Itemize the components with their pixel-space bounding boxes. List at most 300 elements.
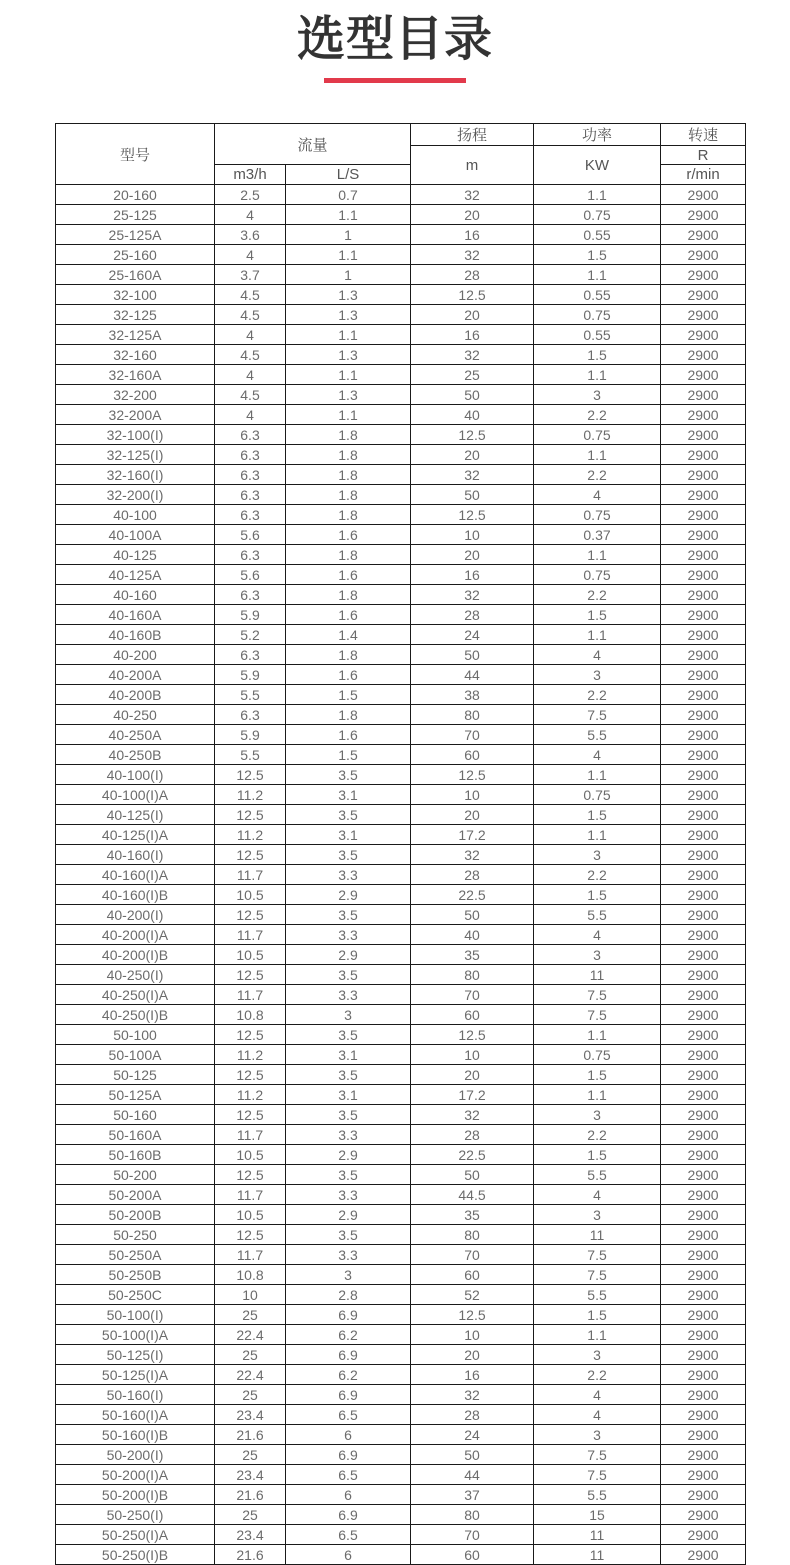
table-cell: 38: [411, 685, 534, 705]
table-cell: 17.2: [411, 1085, 534, 1105]
table-cell: 40-160(I): [56, 845, 215, 865]
table-row: [56, 1045, 746, 1065]
table-cell: 22.4: [215, 1325, 286, 1345]
table-cell: 10: [411, 525, 534, 545]
table-cell: 4.5: [215, 305, 286, 325]
table-cell: 3.1: [286, 1045, 411, 1065]
table-row: [56, 1105, 746, 1125]
table-row: [56, 745, 746, 765]
table-row: [56, 525, 746, 545]
table-row: [56, 1185, 746, 1205]
table-cell: 2900: [661, 1265, 746, 1285]
header-flow-unit-m3h: m3/h: [215, 165, 286, 185]
table-row: [56, 725, 746, 745]
table-cell: 4: [534, 1405, 661, 1425]
table-cell: 10.5: [215, 885, 286, 905]
table-cell: 1.3: [286, 285, 411, 305]
table-cell: 25: [215, 1305, 286, 1325]
table-cell: 3.3: [286, 1125, 411, 1145]
table-cell: 11.7: [215, 1245, 286, 1265]
table-cell: 2.2: [534, 585, 661, 605]
table-cell: 3.5: [286, 1025, 411, 1045]
table-cell: 2900: [661, 1545, 746, 1565]
table-row: [56, 825, 746, 845]
header-power-unit: KW: [534, 146, 661, 185]
table-cell: 2.2: [534, 465, 661, 485]
table-cell: 32-160(I): [56, 465, 215, 485]
table-cell: 2900: [661, 505, 746, 525]
table-cell: 2900: [661, 845, 746, 865]
table-cell: 25-160: [56, 245, 215, 265]
table-cell: 2900: [661, 545, 746, 565]
table-cell: 2900: [661, 1225, 746, 1245]
table-cell: 32-200A: [56, 405, 215, 425]
table-cell: 2900: [661, 925, 746, 945]
table-row: [56, 1445, 746, 1465]
table-cell: 25: [215, 1505, 286, 1525]
table-cell: 3: [286, 1265, 411, 1285]
table-cell: 40-160: [56, 585, 215, 605]
table-cell: 60: [411, 1005, 534, 1025]
table-cell: 11.7: [215, 865, 286, 885]
table-cell: 2900: [661, 865, 746, 885]
table-cell: 7.5: [534, 1465, 661, 1485]
table-cell: 35: [411, 1205, 534, 1225]
table-cell: 3.5: [286, 1065, 411, 1085]
table-cell: 3: [534, 665, 661, 685]
table-cell: 2900: [661, 325, 746, 345]
table-cell: 1: [286, 265, 411, 285]
table-cell: 3.5: [286, 845, 411, 865]
table-row: [56, 1305, 746, 1325]
table-row: [56, 445, 746, 465]
table-cell: 20: [411, 1065, 534, 1085]
header-speed-unit: r/min: [661, 165, 746, 185]
table-cell: 15: [534, 1505, 661, 1525]
table-cell: 5.5: [534, 1165, 661, 1185]
table-cell: 40-125(I): [56, 805, 215, 825]
table-cell: 40-200: [56, 645, 215, 665]
table-cell: 50-250(I): [56, 1505, 215, 1525]
table-cell: 7.5: [534, 705, 661, 725]
table-cell: 7.5: [534, 1245, 661, 1265]
table-cell: 40-125A: [56, 565, 215, 585]
table-row: [56, 685, 746, 705]
table-cell: 1.8: [286, 545, 411, 565]
table-cell: 20: [411, 1345, 534, 1365]
table-cell: 1.4: [286, 625, 411, 645]
table-cell: 3.3: [286, 1185, 411, 1205]
table-cell: 25-160A: [56, 265, 215, 285]
table-cell: 28: [411, 265, 534, 285]
table-cell: 32-125: [56, 305, 215, 325]
table-cell: 1.5: [534, 605, 661, 625]
table-cell: 1.1: [286, 325, 411, 345]
table-cell: 50: [411, 485, 534, 505]
table-cell: 20: [411, 445, 534, 465]
table-cell: 10.5: [215, 1145, 286, 1165]
table-cell: 2900: [661, 1445, 746, 1465]
table-cell: 23.4: [215, 1525, 286, 1545]
table-cell: 2900: [661, 205, 746, 225]
table-row: [56, 1145, 746, 1165]
title-divider: [324, 78, 466, 83]
table-row: [56, 1245, 746, 1265]
table-row: [56, 1385, 746, 1405]
table-cell: 12.5: [215, 905, 286, 925]
table-row: [56, 885, 746, 905]
table-cell: 2900: [661, 1465, 746, 1485]
table-cell: 6.3: [215, 705, 286, 725]
table-cell: 7.5: [534, 1445, 661, 1465]
table-cell: 4.5: [215, 385, 286, 405]
table-cell: 2900: [661, 1125, 746, 1145]
table-cell: 20: [411, 305, 534, 325]
table-cell: 2900: [661, 645, 746, 665]
table-cell: 11: [534, 1525, 661, 1545]
table-cell: 40-100A: [56, 525, 215, 545]
table-row: [56, 465, 746, 485]
header-head-unit: m: [411, 146, 534, 185]
table-row: [56, 1125, 746, 1145]
table-cell: 40: [411, 925, 534, 945]
table-row: [56, 1405, 746, 1425]
table-cell: 40-160A: [56, 605, 215, 625]
table-cell: 2900: [661, 1185, 746, 1205]
table-cell: 2900: [661, 1325, 746, 1345]
table-cell: 1.1: [286, 245, 411, 265]
table-cell: 50: [411, 905, 534, 925]
table-cell: 1.8: [286, 505, 411, 525]
table-cell: 50-125(I)A: [56, 1365, 215, 1385]
table-cell: 2900: [661, 625, 746, 645]
table-cell: 2900: [661, 745, 746, 765]
table-cell: 50-125(I): [56, 1345, 215, 1365]
table-cell: 1.1: [534, 445, 661, 465]
table-cell: 24: [411, 625, 534, 645]
table-cell: 0.75: [534, 505, 661, 525]
table-cell: 6.9: [286, 1385, 411, 1405]
table-cell: 50: [411, 1165, 534, 1185]
table-cell: 2900: [661, 1145, 746, 1165]
table-row: [56, 345, 746, 365]
table-cell: 12.5: [411, 1025, 534, 1045]
table-cell: 22.4: [215, 1365, 286, 1385]
table-cell: 11.2: [215, 1045, 286, 1065]
table-cell: 12.5: [411, 765, 534, 785]
table-cell: 2.9: [286, 1145, 411, 1165]
table-cell: 7.5: [534, 1265, 661, 1285]
table-cell: 1.1: [286, 405, 411, 425]
table-cell: 3.5: [286, 805, 411, 825]
table-row: [56, 1205, 746, 1225]
table-cell: 11: [534, 965, 661, 985]
table-cell: 1.5: [286, 685, 411, 705]
table-cell: 2900: [661, 485, 746, 505]
table-cell: 40-200A: [56, 665, 215, 685]
table-cell: 3.1: [286, 785, 411, 805]
table-cell: 1.8: [286, 585, 411, 605]
table-cell: 0.55: [534, 325, 661, 345]
table-cell: 70: [411, 985, 534, 1005]
table-cell: 21.6: [215, 1425, 286, 1445]
table-cell: 12.5: [215, 1105, 286, 1125]
table-cell: 32-200: [56, 385, 215, 405]
table-cell: 3.5: [286, 965, 411, 985]
table-cell: 32: [411, 185, 534, 205]
header-model: 型号: [56, 124, 215, 185]
table-cell: 2900: [661, 1485, 746, 1505]
table-row: [56, 1525, 746, 1545]
table-cell: 50-160B: [56, 1145, 215, 1165]
table-cell: 1.6: [286, 725, 411, 745]
table-cell: 40-100(I)A: [56, 785, 215, 805]
table-row: [56, 1485, 746, 1505]
table-cell: 1.5: [534, 885, 661, 905]
header-speed-r: R: [661, 146, 746, 165]
table-cell: 3.3: [286, 1245, 411, 1265]
table-cell: 80: [411, 965, 534, 985]
table-row: [56, 1265, 746, 1285]
table-cell: 3: [534, 1205, 661, 1225]
table-cell: 50: [411, 645, 534, 665]
table-cell: 1.3: [286, 305, 411, 325]
table-cell: 2900: [661, 1205, 746, 1225]
table-row: [56, 1025, 746, 1045]
table-cell: 11.7: [215, 1125, 286, 1145]
table-cell: 10.5: [215, 1205, 286, 1225]
table-cell: 10: [215, 1285, 286, 1305]
table-cell: 10.5: [215, 945, 286, 965]
table-cell: 2900: [661, 185, 746, 205]
table-cell: 2900: [661, 1005, 746, 1025]
table-cell: 50-125A: [56, 1085, 215, 1105]
table-cell: 12.5: [215, 1225, 286, 1245]
table-cell: 50-250: [56, 1225, 215, 1245]
table-cell: 3.5: [286, 905, 411, 925]
table-cell: 12.5: [411, 285, 534, 305]
table-cell: 6.3: [215, 425, 286, 445]
table-cell: 32: [411, 845, 534, 865]
table-cell: 10: [411, 785, 534, 805]
table-cell: 5.9: [215, 725, 286, 745]
table-cell: 1.1: [534, 1325, 661, 1345]
table-cell: 3.5: [286, 1105, 411, 1125]
table-cell: 50-200B: [56, 1205, 215, 1225]
table-row: [56, 1165, 746, 1185]
table-cell: 5.6: [215, 525, 286, 545]
table-cell: 3.6: [215, 225, 286, 245]
table-cell: 2900: [661, 1305, 746, 1325]
table-row: [56, 425, 746, 445]
table-cell: 16: [411, 1365, 534, 1385]
table-cell: 70: [411, 1245, 534, 1265]
table-cell: 12.5: [215, 965, 286, 985]
table-cell: 40-200(I)A: [56, 925, 215, 945]
table-row: [56, 485, 746, 505]
table-cell: 12.5: [215, 1165, 286, 1185]
table-cell: 60: [411, 745, 534, 765]
table-cell: 5.5: [534, 905, 661, 925]
table-cell: 11.7: [215, 925, 286, 945]
table-cell: 3: [534, 945, 661, 965]
table-cell: 10.8: [215, 1265, 286, 1285]
table-cell: 2900: [661, 1405, 746, 1425]
table-cell: 50-200: [56, 1165, 215, 1185]
table-row: [56, 665, 746, 685]
table-cell: 12.5: [411, 505, 534, 525]
table-cell: 0.55: [534, 225, 661, 245]
table-cell: 1.1: [286, 365, 411, 385]
table-cell: 1.1: [534, 545, 661, 565]
table-cell: 4: [534, 485, 661, 505]
table-cell: 50-100A: [56, 1045, 215, 1065]
table-header: [56, 124, 746, 185]
table-row: [56, 865, 746, 885]
table-row: [56, 305, 746, 325]
table-cell: 2900: [661, 945, 746, 965]
table-cell: 23.4: [215, 1405, 286, 1425]
table-cell: 6.9: [286, 1305, 411, 1325]
table-cell: 40-250: [56, 705, 215, 725]
table-cell: 2900: [661, 825, 746, 845]
table-cell: 44: [411, 665, 534, 685]
table-cell: 3: [534, 845, 661, 865]
table-cell: 1: [286, 225, 411, 245]
header-head: 扬程: [411, 124, 534, 146]
table-cell: 2.2: [534, 685, 661, 705]
table-cell: 21.6: [215, 1545, 286, 1565]
table-cell: 3: [534, 1105, 661, 1125]
table-cell: 2900: [661, 245, 746, 265]
table-cell: 22.5: [411, 1145, 534, 1165]
table-cell: 40-160(I)A: [56, 865, 215, 885]
table-cell: 28: [411, 865, 534, 885]
header-flow: 流量: [215, 124, 411, 165]
table-cell: 60: [411, 1265, 534, 1285]
table-cell: 6.5: [286, 1465, 411, 1485]
table-cell: 0.75: [534, 785, 661, 805]
table-cell: 1.5: [534, 805, 661, 825]
table-cell: 25: [215, 1345, 286, 1365]
table-cell: 44.5: [411, 1185, 534, 1205]
table-cell: 32-125A: [56, 325, 215, 345]
table-cell: 1.8: [286, 425, 411, 445]
table-cell: 50-100: [56, 1025, 215, 1045]
table-cell: 40-160B: [56, 625, 215, 645]
table-cell: 16: [411, 225, 534, 245]
table-cell: 2.2: [534, 1365, 661, 1385]
table-cell: 3: [534, 1425, 661, 1445]
table-cell: 70: [411, 1525, 534, 1545]
table-row: [56, 605, 746, 625]
table-cell: 6.2: [286, 1365, 411, 1385]
table-cell: 1.5: [286, 745, 411, 765]
table-cell: 40-250(I): [56, 965, 215, 985]
table-row: [56, 225, 746, 245]
table-cell: 2.2: [534, 865, 661, 885]
table-cell: 1.5: [534, 245, 661, 265]
table-cell: 50-160(I): [56, 1385, 215, 1405]
table-cell: 4: [215, 405, 286, 425]
table-cell: 1.6: [286, 605, 411, 625]
table-cell: 2900: [661, 1525, 746, 1545]
table-cell: 50-200(I)B: [56, 1485, 215, 1505]
table-cell: 5.5: [534, 1485, 661, 1505]
table-row: [56, 545, 746, 565]
table-cell: 5.5: [534, 1285, 661, 1305]
table-cell: 40-125(I)A: [56, 825, 215, 845]
table-cell: 32: [411, 1105, 534, 1125]
table-cell: 11: [534, 1545, 661, 1565]
table-cell: 1.1: [534, 625, 661, 645]
table-row: [56, 1505, 746, 1525]
table-cell: 1.8: [286, 445, 411, 465]
table-cell: 2900: [661, 665, 746, 685]
table-row: [56, 1345, 746, 1365]
table-cell: 40-100(I): [56, 765, 215, 785]
table-cell: 32-100: [56, 285, 215, 305]
table-cell: 2900: [661, 1085, 746, 1105]
table-cell: 2900: [661, 345, 746, 365]
table-cell: 4.5: [215, 345, 286, 365]
table-row: [56, 245, 746, 265]
table-cell: 80: [411, 1505, 534, 1525]
table-cell: 0.75: [534, 305, 661, 325]
table-cell: 50-160: [56, 1105, 215, 1125]
table-cell: 80: [411, 1225, 534, 1245]
table-cell: 7.5: [534, 985, 661, 1005]
table-cell: 6.9: [286, 1345, 411, 1365]
table-cell: 6.3: [215, 465, 286, 485]
table-row: [56, 185, 746, 205]
table-cell: 32-160: [56, 345, 215, 365]
table-cell: 32: [411, 1385, 534, 1405]
table-cell: 6: [286, 1425, 411, 1445]
table-row: [56, 785, 746, 805]
table-cell: 2900: [661, 805, 746, 825]
table-cell: 6.3: [215, 545, 286, 565]
table-cell: 6.5: [286, 1405, 411, 1425]
table-cell: 12.5: [215, 1025, 286, 1045]
table-cell: 2900: [661, 1165, 746, 1185]
table-cell: 11.7: [215, 985, 286, 1005]
table-row: [56, 945, 746, 965]
table-cell: 17.2: [411, 825, 534, 845]
table-cell: 1.1: [534, 185, 661, 205]
table-cell: 0.7: [286, 185, 411, 205]
table-cell: 5.5: [215, 685, 286, 705]
table-cell: 70: [411, 725, 534, 745]
table-cell: 32: [411, 465, 534, 485]
table-row: [56, 645, 746, 665]
table-cell: 3.3: [286, 985, 411, 1005]
table-cell: 28: [411, 605, 534, 625]
table-row: [56, 705, 746, 725]
header-speed: 转速: [661, 124, 746, 146]
table-cell: 25: [411, 365, 534, 385]
table-cell: 4: [215, 325, 286, 345]
table-cell: 50-125: [56, 1065, 215, 1085]
table-cell: 4: [215, 245, 286, 265]
table-cell: 6.3: [215, 505, 286, 525]
table-cell: 20: [411, 805, 534, 825]
table-cell: 2900: [661, 705, 746, 725]
table-cell: 6.3: [215, 445, 286, 465]
table-cell: 12.5: [411, 1305, 534, 1325]
table-cell: 2900: [661, 985, 746, 1005]
table-cell: 4: [215, 365, 286, 385]
